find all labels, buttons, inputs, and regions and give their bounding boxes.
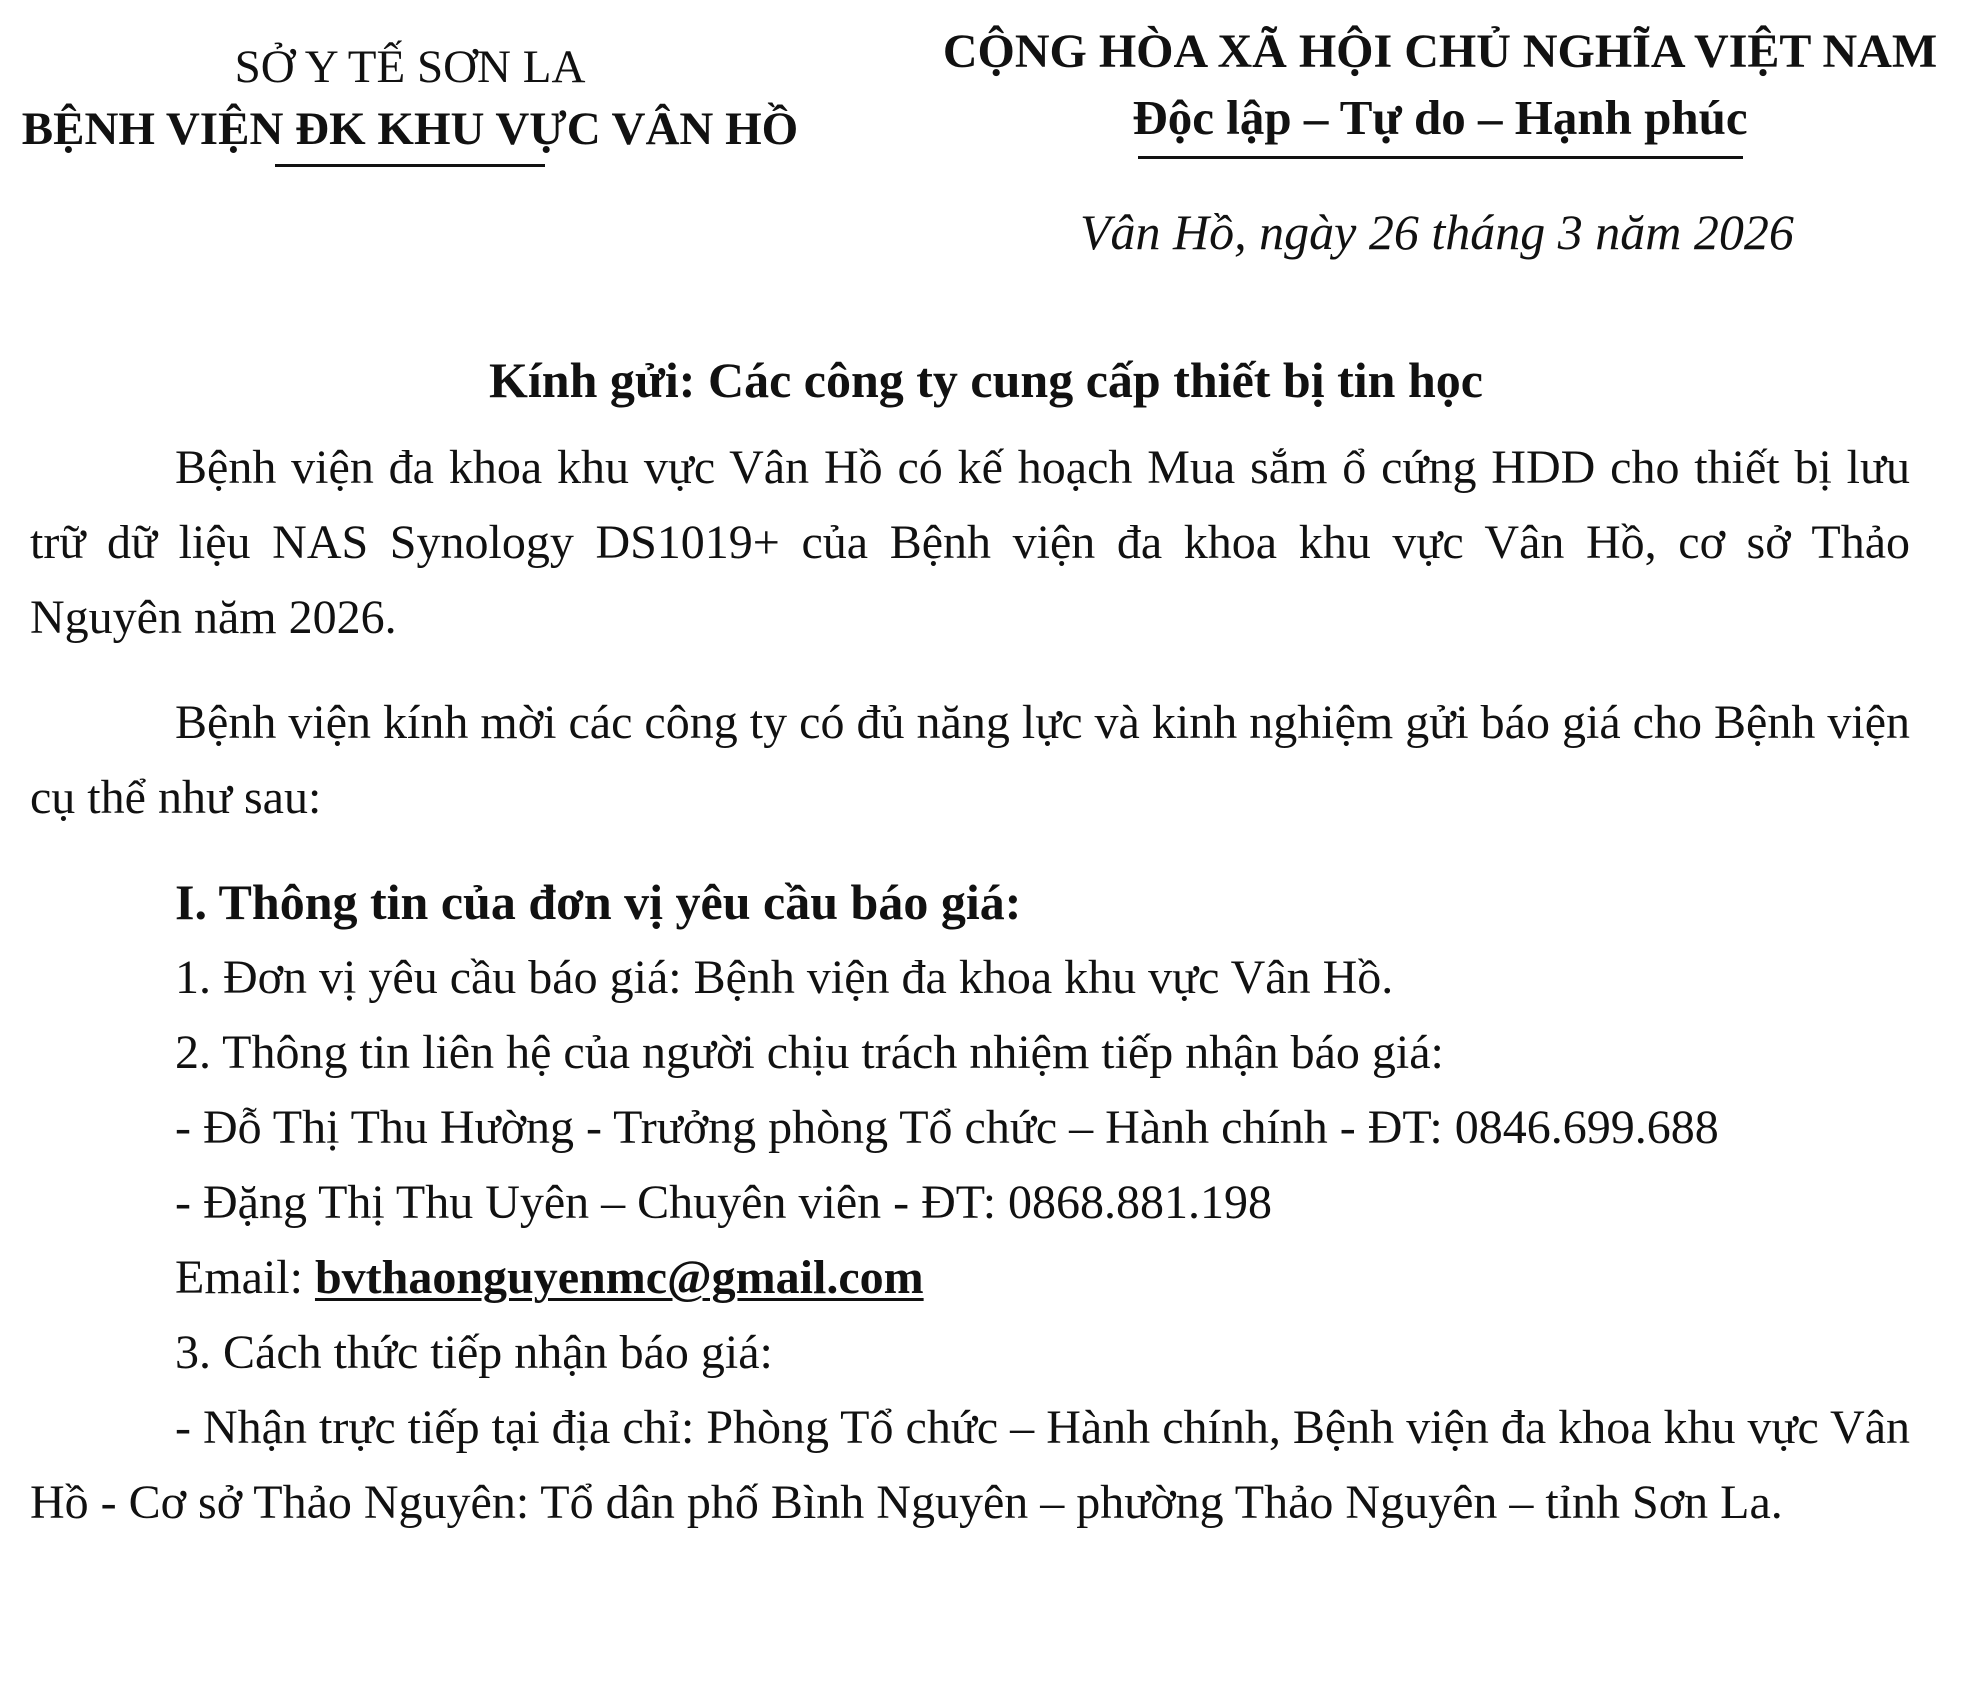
document-date: Vân Hồ, ngày 26 tháng 3 năm 2026 [1080, 204, 1794, 260]
email-label: Email: [175, 1251, 315, 1304]
email-line [30, 1240, 1910, 1315]
country-name: CỘNG HÒA XÃ HỘI CHỦ NGHĨA VIỆT NAM [942, 25, 1938, 78]
contact-person-2: - Đặng Thị Thu Uyên – Chuyên viên - ĐT: 0868.881.198 [175, 1176, 1273, 1229]
receipt-method-heading: 3. Cách thức tiếp nhận báo giá: [175, 1326, 773, 1379]
contact-heading: 2. Thông tin liên hệ của người chịu trách nhiệm tiếp nhận báo giá: [175, 1026, 1444, 1079]
email-link[interactable]: bvthaonguyenmc@gmail.com [314, 1251, 924, 1304]
document-header [0, 18, 1972, 268]
intro-paragraph: Bệnh viện đa khoa khu vực Vân Hồ có kế hoạch Mua sắm ổ cứng HDD cho thiết bị lưu trữ dữ liệu NAS Synology DS1019+ của Bệnh viện đa khoa khu vực Vân Hồ, cơ sở Thảo Nguyên năm 2026. [30, 441, 1910, 644]
salutation: Kính gửi: Các công ty cung cấp thiết bị tin học [489, 352, 1483, 408]
issuing-agency [10, 36, 810, 167]
document-body [30, 430, 1910, 1540]
national-motto: Độc lập – Tự do – Hạnh phúc [1132, 90, 1748, 145]
national-heading [920, 18, 1960, 159]
requesting-unit: 1. Đơn vị yêu cầu báo giá: Bệnh viện đa khoa khu vực Vân Hồ. [175, 951, 1394, 1004]
contact-person-1: - Đỗ Thị Thu Hường - Trưởng phòng Tổ chức – Hành chính - ĐT: 0846.699.688 [175, 1101, 1719, 1154]
section-title: I. Thông tin của đơn vị yêu cầu báo giá: [175, 874, 1022, 930]
motto-underline [1138, 156, 1743, 159]
agency-underline [275, 164, 545, 167]
receipt-address: - Nhận trực tiếp tại địa chỉ: Phòng Tổ chức – Hành chính, Bệnh viện đa khoa khu vực Vân Hồ - Cơ sở Thảo Nguyên: Tổ dân phố Bình Nguyên – phường Thảo Nguyên – tỉnh Sơn La. [30, 1401, 1910, 1529]
parent-department: SỞ Y TẾ SƠN LA [234, 41, 586, 93]
hospital-name: BỆNH VIỆN ĐK KHU VỰC VÂN HỒ [21, 103, 799, 155]
invitation-paragraph: Bệnh viện kính mời các công ty có đủ năng lực và kinh nghiệm gửi báo giá cho Bệnh viện cụ thể như sau: [30, 696, 1910, 824]
